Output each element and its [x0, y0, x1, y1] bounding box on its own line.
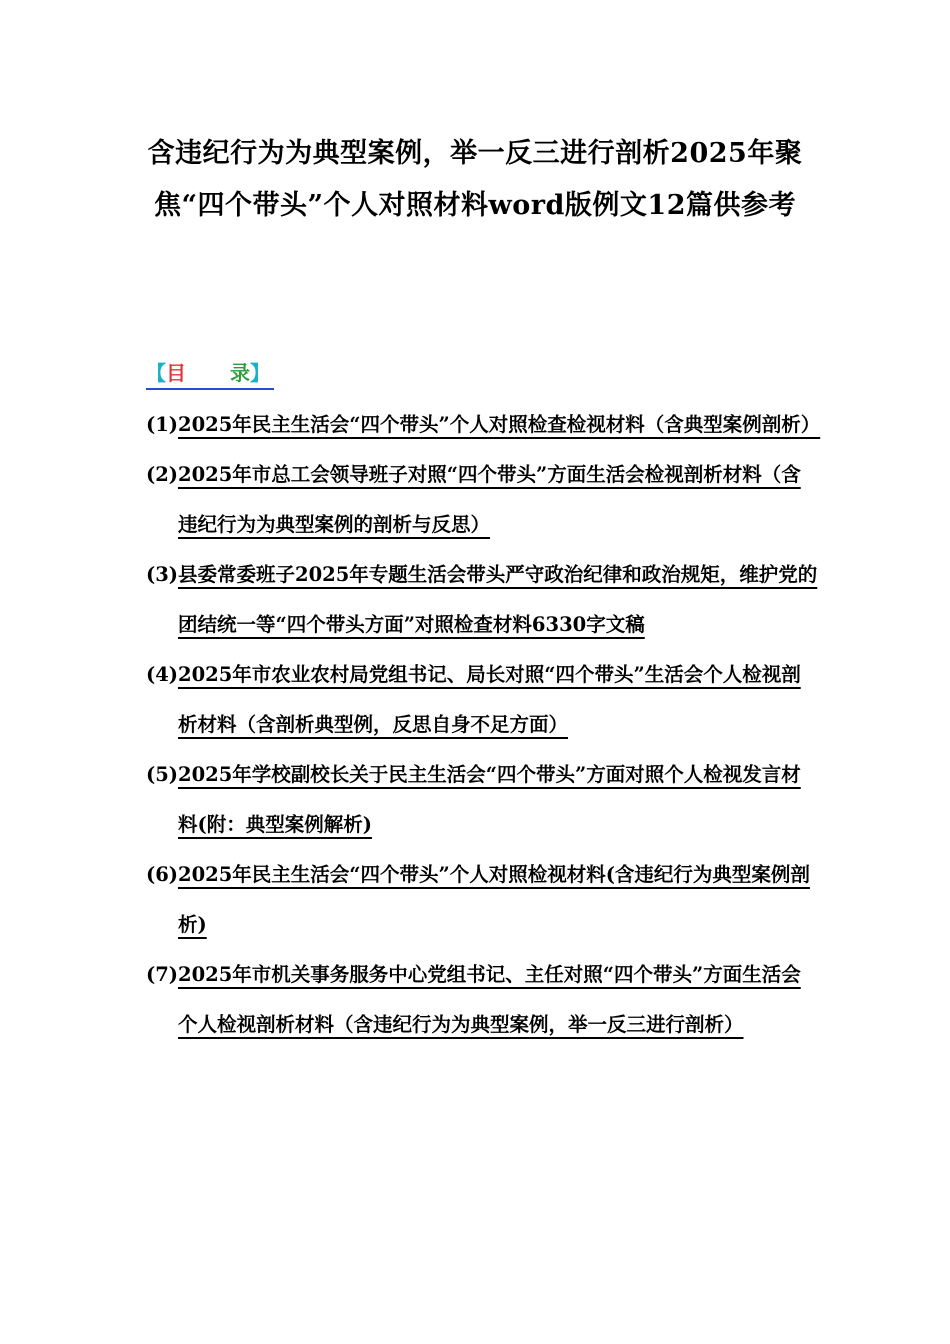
toc-heading — [146, 358, 274, 390]
toc-item-link[interactable]: 2025年民主生活会“四个带头”个人对照检视材料(含违纪行为典型案例剖析) — [178, 863, 810, 936]
toc-item-2 — [146, 450, 818, 550]
toc-item-3 — [146, 550, 818, 650]
toc-item-link[interactable]: 2025年民主生活会“四个带头”个人对照检查检视材料（含典型案例剖析） — [178, 413, 821, 436]
toc-item-1 — [146, 400, 821, 450]
toc-heading-char-1: 目 — [166, 361, 186, 385]
toc-item-number: (5) — [146, 763, 179, 786]
toc-list — [146, 400, 821, 1050]
toc-item-number: (3) — [146, 563, 179, 586]
toc-item-4 — [146, 650, 818, 750]
toc-item-number: (1) — [146, 413, 179, 436]
toc-item-link[interactable]: 2025年市机关事务服务中心党组书记、主任对照“四个带头”方面生活会个人检视剖析材料（含违纪行为为典型案例，举一反三进行剖析） — [178, 963, 801, 1036]
toc-item-6 — [146, 850, 818, 950]
toc-item-number: (4) — [146, 663, 179, 686]
toc-item-link[interactable]: 2025年学校副校长关于民主生活会“四个带头”方面对照个人检视发言材料(附：典型案例解析) — [178, 763, 801, 836]
toc-item-number: (6) — [146, 863, 179, 886]
toc-heading-bracket-open: 【 — [146, 361, 166, 385]
toc-heading-char-2: 录 — [230, 361, 250, 385]
toc-heading-bracket-close: 】 — [250, 361, 270, 385]
toc-item-number: (7) — [146, 963, 179, 986]
toc-item-number: (2) — [146, 463, 179, 486]
document-title: 含违纪行为为典型案例，举一反三进行剖析2025年聚焦“四个带头”个人对照材料word版例文12篇供参考 — [147, 138, 803, 221]
toc-item-7 — [146, 950, 818, 1050]
toc-item-link[interactable]: 县委常委班子2025年专题生活会带头严守政治纪律和政治规矩，维护党的团结统一等“四个带头方面”对照检查材料6330字文稿 — [178, 563, 818, 636]
toc-item-link[interactable]: 2025年市农业农村局党组书记、局长对照“四个带头”生活会个人检视剖析材料（含剖析典型例，反思自身不足方面） — [178, 663, 801, 736]
toc-item-5 — [146, 750, 818, 850]
toc-item-link[interactable]: 2025年市总工会领导班子对照“四个带头”方面生活会检视剖析材料（含违纪行为为典型案例的剖析与反思） — [178, 463, 801, 536]
